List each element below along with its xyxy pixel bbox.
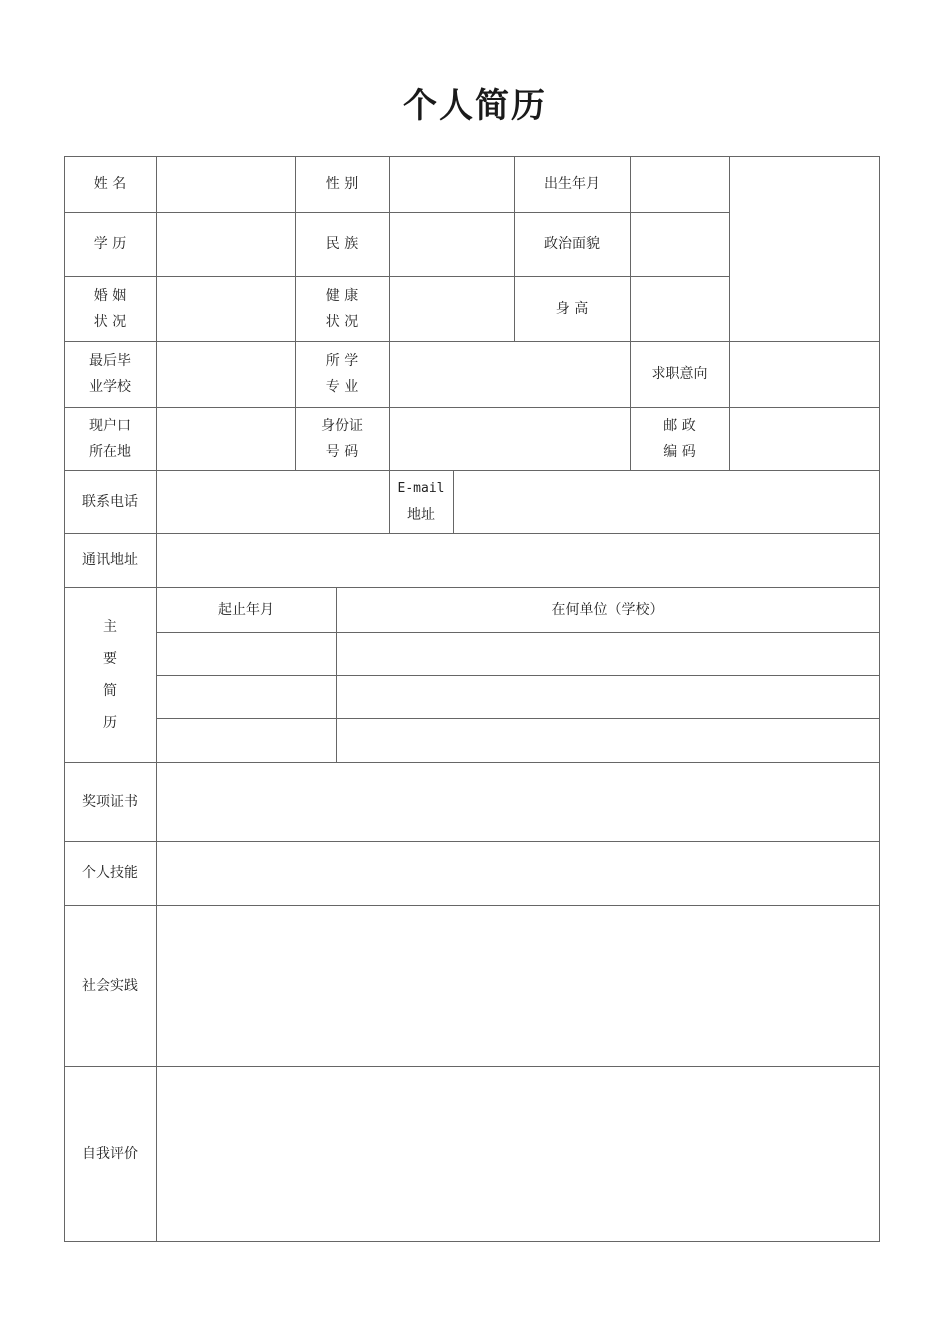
label-hukou-line1: 现户口 <box>89 417 131 434</box>
label-email-line2: 地址 <box>407 506 435 523</box>
label-gender-text: 性 别 <box>325 176 359 192</box>
postal-field[interactable] <box>730 408 879 470</box>
label-postal <box>630 407 729 470</box>
label-major-line1: 所 学 <box>325 353 359 369</box>
awards-field[interactable] <box>157 763 879 841</box>
label-gender <box>295 156 389 212</box>
education-field[interactable] <box>157 213 295 276</box>
major-field[interactable] <box>390 342 630 407</box>
marital-field[interactable] <box>157 277 295 341</box>
label-education <box>64 212 156 276</box>
label-self-eval <box>64 1066 156 1241</box>
page-title: 个人简历 <box>403 86 547 126</box>
label-job-intent <box>630 341 729 407</box>
birth-field[interactable] <box>631 157 729 212</box>
resume-period-cell[interactable] <box>157 676 336 718</box>
label-health <box>295 276 389 341</box>
label-resume-char2: 要 <box>103 650 117 667</box>
label-resume-char3: 简 <box>103 682 117 699</box>
label-height <box>514 276 630 341</box>
label-birth <box>514 156 630 212</box>
label-idcard <box>295 407 389 470</box>
label-ethnicity <box>295 212 389 276</box>
label-birth-text: 出生年月 <box>544 176 600 192</box>
photo-area[interactable] <box>730 157 879 341</box>
table-border-right <box>879 156 880 1242</box>
resume-period-cell[interactable] <box>157 719 336 762</box>
label-health-line2: 状 况 <box>325 313 359 330</box>
phone-field[interactable] <box>157 471 389 533</box>
header-period <box>156 587 336 632</box>
health-field[interactable] <box>390 277 514 341</box>
label-marital-line1: 婚 姻 <box>93 287 127 304</box>
skills-field[interactable] <box>157 842 879 905</box>
header-unit-text: 在何单位（学校） <box>551 601 664 618</box>
label-resume-char1: 主 <box>103 618 117 635</box>
label-name-text: 姓 名 <box>93 176 127 192</box>
label-school-line2: 业学校 <box>89 379 131 395</box>
label-hukou <box>64 407 156 470</box>
height-field[interactable] <box>631 277 729 341</box>
label-marital-line2: 状 况 <box>93 313 127 330</box>
label-hukou-line2: 所在地 <box>89 443 131 460</box>
label-health-line1: 健 康 <box>325 287 359 304</box>
label-major-line2: 专 业 <box>325 379 359 395</box>
label-main-resume <box>64 587 156 762</box>
name-field[interactable] <box>157 157 295 212</box>
label-awards <box>64 762 156 841</box>
label-ethnicity-text: 民 族 <box>325 236 359 252</box>
table-border-bottom <box>64 1241 880 1242</box>
idcard-field[interactable] <box>390 408 630 470</box>
label-phone-text: 联系电话 <box>82 493 138 510</box>
political-field[interactable] <box>631 213 729 276</box>
ethnicity-field[interactable] <box>390 213 514 276</box>
label-school-line1: 最后毕 <box>89 353 131 369</box>
header-period-text: 起止年月 <box>218 601 274 618</box>
label-education-text: 学 历 <box>93 236 127 252</box>
label-height-text: 身 高 <box>555 300 589 317</box>
label-name <box>64 156 156 212</box>
label-address <box>64 533 156 587</box>
resume-unit-cell[interactable] <box>337 676 879 718</box>
label-idcard-line1: 身份证 <box>321 417 363 434</box>
hukou-field[interactable] <box>157 408 295 470</box>
label-practice <box>64 905 156 1066</box>
label-postal-line1: 邮 政 <box>663 417 696 434</box>
job-intent-field[interactable] <box>730 342 879 407</box>
resume-unit-cell[interactable] <box>337 719 879 762</box>
gender-field[interactable] <box>390 157 514 212</box>
label-political-text: 政治面貌 <box>544 236 600 252</box>
label-postal-line2: 编 码 <box>663 443 696 460</box>
label-phone <box>64 470 156 533</box>
label-marital <box>64 276 156 341</box>
address-field[interactable] <box>157 534 879 587</box>
label-skills-text: 个人技能 <box>82 865 138 881</box>
email-field[interactable] <box>454 471 879 533</box>
label-email <box>389 470 453 533</box>
label-skills <box>64 841 156 905</box>
header-unit <box>336 587 879 632</box>
label-school <box>64 341 156 407</box>
label-idcard-line2: 号 码 <box>325 443 359 460</box>
resume-period-cell[interactable] <box>157 633 336 675</box>
resume-unit-cell[interactable] <box>337 633 879 675</box>
label-major <box>295 341 389 407</box>
label-practice-text: 社会实践 <box>82 977 138 994</box>
practice-field[interactable] <box>157 906 879 1066</box>
label-resume-char4: 历 <box>103 714 117 731</box>
school-field[interactable] <box>157 342 295 407</box>
label-address-text: 通讯地址 <box>82 552 138 568</box>
label-email-line1: E-mail <box>397 480 445 496</box>
self-eval-field[interactable] <box>157 1067 879 1241</box>
label-political <box>514 212 630 276</box>
label-self-eval-text: 自我评价 <box>82 1145 138 1162</box>
label-job-intent-text: 求职意向 <box>651 366 708 382</box>
label-awards-text: 奖项证书 <box>82 793 138 810</box>
